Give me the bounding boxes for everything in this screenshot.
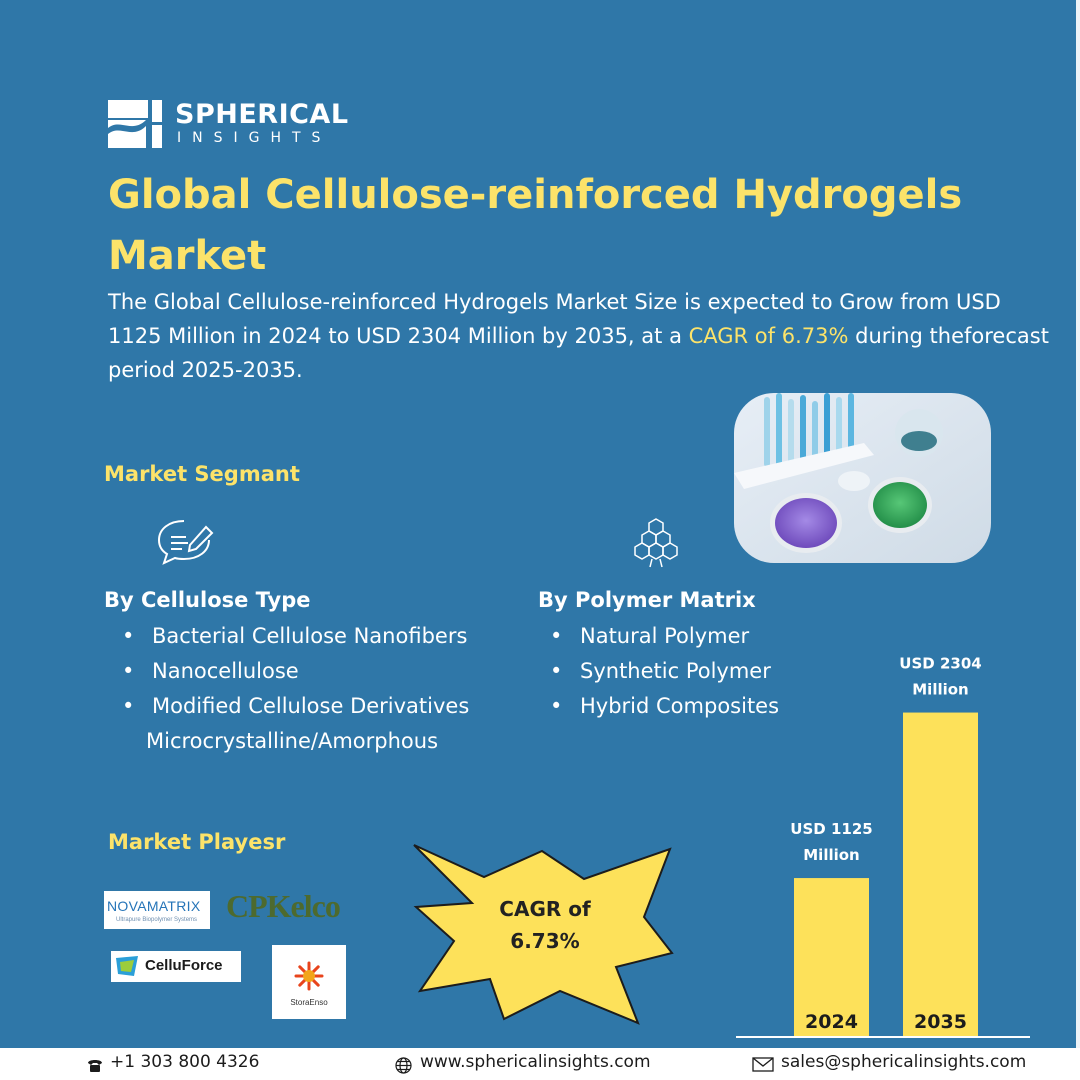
novamatrix-logo-text: NOVAMATRIX [107, 898, 201, 914]
bar-2035 [903, 713, 978, 1036]
intro-cagr-highlight: CAGR of 6.73% [688, 324, 849, 348]
novamatrix-logo-tagline: Ultrapure Biopolymer Systems [116, 917, 198, 923]
market-segment-heading: Market Segmant [104, 462, 300, 486]
list-item: • Modified Cellulose Derivatives [152, 689, 469, 724]
footer-phone[interactable]: +1 303 800 4326 [110, 1052, 260, 1072]
celluforce-logo-text: CelluForce [145, 957, 223, 974]
brand-subtitle: INSIGHTS [177, 130, 332, 146]
phone-icon [86, 1057, 104, 1073]
list-item-continuation: Microcrystalline/Amorphous [146, 729, 439, 753]
footer-website[interactable]: www.sphericalinsights.com [420, 1052, 651, 1072]
bar-category-label: 2024 [805, 1011, 858, 1033]
bar-value-label: USD 2304 Million [899, 654, 982, 699]
list-item: • Nanocellulose [152, 654, 469, 689]
bar-value-label: USD 1125 Million [790, 820, 873, 865]
list-item: • Hybrid Composites [580, 689, 779, 724]
page-title: Global Cellulose-reinforced Hydrogels Market [108, 172, 963, 279]
list-item: • Synthetic Polymer [580, 654, 779, 689]
cellulose-type-heading: By Cellulose Type [104, 588, 311, 612]
footer [0, 1048, 1080, 1080]
footer-email[interactable]: sales@sphericalinsights.com [781, 1052, 1027, 1072]
intro-text-2: during theforecast period 2025-2035. [108, 324, 1049, 382]
brand-name: SPHERICAL [175, 99, 349, 130]
bar-category-label: 2035 [914, 1011, 967, 1033]
list-item: • Natural Polymer [580, 619, 779, 654]
list-item: • Bacterial Cellulose Nanofibers [152, 619, 469, 654]
polymer-matrix-heading: By Polymer Matrix [538, 588, 756, 612]
intro-text-1: The Global Cellulose-reinforced Hydrogels Market Size is expected to Grow from USD 1125 Million in 2024 to USD 2304 Million by 2035, at a [108, 290, 1001, 348]
globe-icon [395, 1057, 412, 1074]
cpkelco-logo: CPKelco [226, 888, 340, 924]
cagr-badge-text: CAGR of 6.73% [499, 897, 591, 953]
email-icon [752, 1057, 774, 1072]
market-players-heading: Market Playesr [108, 830, 286, 854]
storaenso-logo-text: StoraEnso [290, 998, 328, 1007]
